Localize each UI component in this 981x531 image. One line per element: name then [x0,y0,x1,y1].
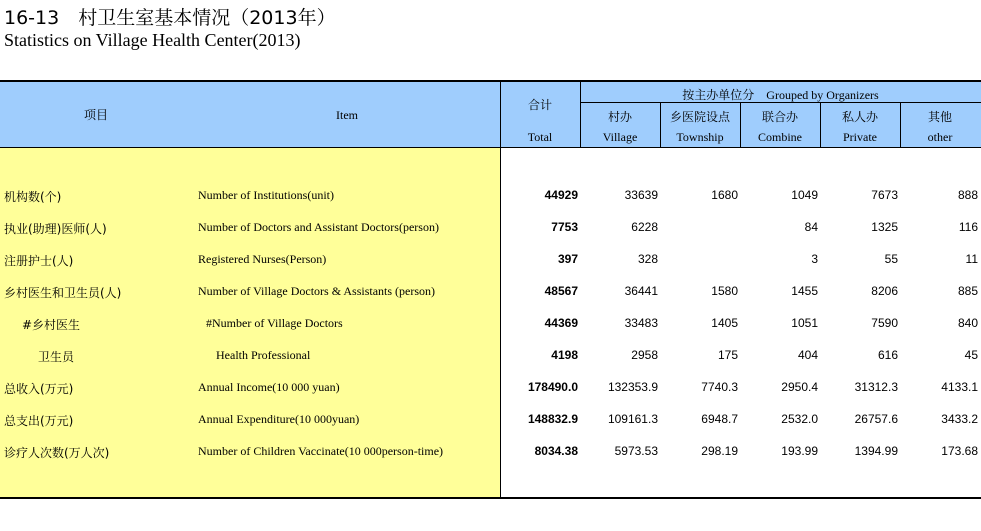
cell-value: 1580 [711,284,738,298]
table-row [0,410,981,430]
cell-value: 1455 [791,284,818,298]
table-row [0,218,981,238]
header-col-en: Private [843,130,877,144]
cell-total: 44929 [544,188,578,202]
row-label-cn: 总收入(万元) [4,382,74,396]
row-label-en: Annual Income(10 000 yuan) [198,380,340,394]
table-bottom-rule [0,497,981,499]
header-col-cn: 村办 [607,110,632,124]
cell-value: 3433.2 [941,412,978,426]
cell-value: 840 [957,316,978,330]
cell-total: 178490.0 [527,380,578,394]
cell-value: 6948.7 [701,412,738,426]
cell-value: 1325 [871,220,898,234]
header-item-cn: 项目 [84,108,109,122]
cell-value: 7740.3 [701,380,738,394]
row-label-en: #Number of Village Doctors [206,316,343,330]
row-label-en: Number of Children Vaccinate(10 000person-time) [198,444,444,458]
cell-total: 4198 [551,348,578,362]
table-row [0,442,981,462]
header-group-label: 按主办单位分 Grouped by Organizers [682,88,879,102]
cell-value: 5973.53 [614,444,658,458]
table-row [0,186,981,206]
cell-value: 2532.0 [781,412,818,426]
header-col-en: Township [676,130,724,144]
header-total-en: Total [527,130,553,144]
header-col-cn: 其他 [927,110,952,124]
cell-value: 6228 [631,220,658,234]
header-col-en: other [927,130,953,144]
row-label-cn: #乡村医生 [22,318,81,332]
row-label-en: Number of Institutions(unit) [198,188,334,202]
cell-value: 1051 [791,316,818,330]
row-label-cn: 机构数(个) [4,190,62,204]
row-label-cn: 乡村医生和卫生员(人) [4,286,122,300]
cell-value: 116 [958,220,978,234]
cell-total: 44369 [544,316,578,330]
cell-value: 888 [957,188,978,202]
cell-value: 328 [637,252,658,266]
cell-value: 84 [804,220,818,234]
cell-value: 885 [957,284,978,298]
cell-value: 1680 [711,188,738,202]
cell-value: 45 [964,348,978,362]
cell-value: 1049 [791,188,818,202]
table-top-rule [0,80,981,82]
cell-value: 2958 [631,348,658,362]
cell-value: 7673 [871,188,898,202]
title-chinese: 16-13 村卫生室基本情况（2013年） [4,7,336,29]
cell-total: 8034.38 [534,444,578,458]
row-label-cn: 卫生员 [38,350,75,364]
cell-value: 175 [717,348,738,362]
cell-value: 33639 [624,188,658,202]
row-label-cn: 执业(助理)医师(人) [4,222,107,236]
row-label-cn: 诊疗人次数(万人次) [4,446,110,460]
row-label-en: Number of Doctors and Assistant Doctors(person) [198,220,439,234]
cell-value: 132353.9 [607,380,658,394]
row-label-cn: 注册护士(人) [4,254,74,268]
row-label-en: Number of Village Doctors & Assistants (person) [198,284,436,298]
cell-value: 8206 [871,284,898,298]
cell-value: 173.68 [941,444,978,458]
cell-value: 26757.6 [854,412,898,426]
cell-value: 193.99 [781,444,818,458]
header-col-cn: 乡医院设点 [669,110,730,124]
cell-value: 3 [811,252,818,266]
row-label-en: Registered Nurses(Person) [198,252,327,266]
cell-value: 404 [797,348,818,362]
header-bottom-rule [0,147,981,148]
title-english: Statistics on Village Health Center(2013) [4,30,301,50]
cell-value: 7590 [871,316,898,330]
table-row [0,314,981,334]
cell-value: 298.19 [701,444,738,458]
row-label-en: Annual Expenditure(10 000yuan) [198,412,360,426]
row-label-cn: 总支出(万元) [4,414,74,428]
cell-value: 11 [965,252,978,266]
cell-total: 7753 [551,220,578,234]
cell-value: 55 [884,252,898,266]
cell-total: 397 [557,252,578,266]
cell-value: 1394.99 [854,444,898,458]
cell-value: 36441 [624,284,658,298]
header-item-en: Item [336,108,358,122]
header-col-cn: 私人办 [841,110,878,124]
cell-value: 109161.3 [607,412,658,426]
header-col-en: Combine [758,130,802,144]
table-row [0,282,981,302]
cell-value: 4133.1 [941,380,978,394]
table-row [0,346,981,366]
header-col-en: Village [602,130,638,144]
header-total-cn: 合计 [527,98,552,112]
header-col-cn: 联合办 [761,110,798,124]
cell-value: 31312.3 [854,380,898,394]
cell-value: 2950.4 [781,380,818,394]
table-row [0,250,981,270]
cell-value: 616 [877,348,898,362]
cell-value: 33483 [624,316,658,330]
cell-value: 1405 [711,316,738,330]
row-label-en: Health Professional [216,348,311,362]
cell-total: 148832.9 [527,412,578,426]
table-row [0,378,981,398]
cell-total: 48567 [544,284,578,298]
